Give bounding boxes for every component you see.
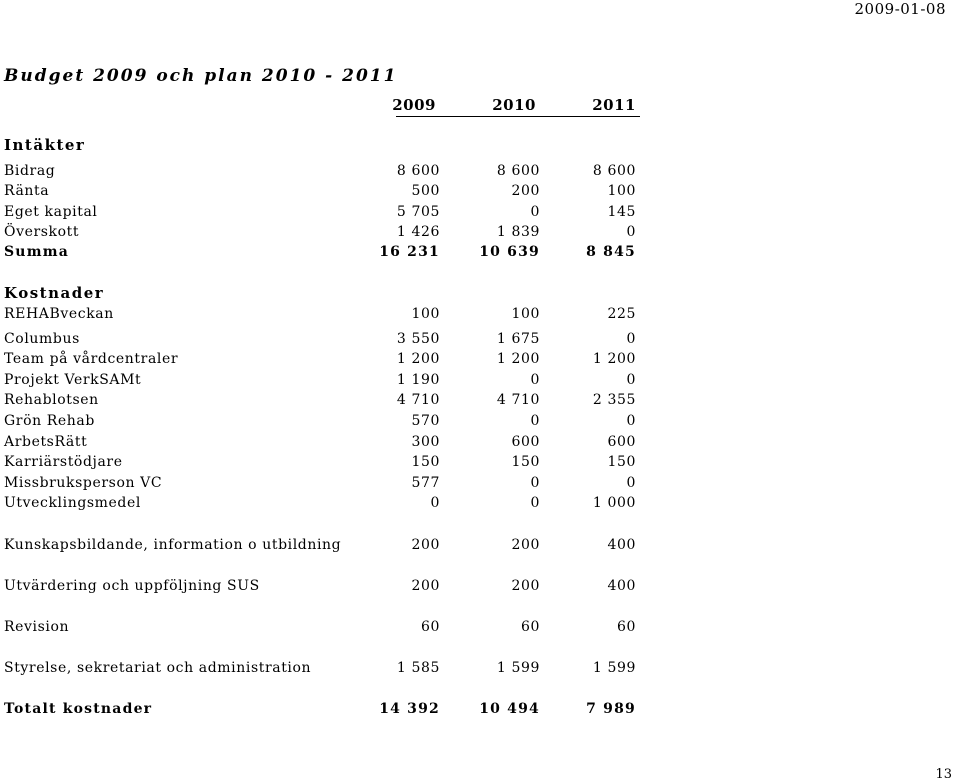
value-2010: 1 675 bbox=[496, 331, 540, 347]
value-2010: 0 bbox=[530, 204, 540, 220]
value-2009: 16 231 bbox=[379, 244, 440, 260]
value-2009: 577 bbox=[411, 475, 440, 491]
value-2011: 8 600 bbox=[592, 163, 636, 179]
value-2011: 0 bbox=[626, 224, 636, 240]
value-2010: 100 bbox=[511, 306, 540, 322]
value-2010: 1 200 bbox=[496, 351, 540, 367]
table-row bbox=[4, 660, 644, 680]
value-2009: 500 bbox=[411, 183, 440, 199]
table-row bbox=[4, 475, 644, 495]
row-label: Överskott bbox=[4, 224, 80, 240]
value-2011: 400 bbox=[607, 537, 636, 553]
row-label: ArbetsRätt bbox=[4, 434, 88, 450]
income-sum-row bbox=[4, 244, 644, 264]
value-2011: 100 bbox=[607, 183, 636, 199]
costs-total-row bbox=[4, 701, 644, 721]
document-date: 2009-01-08 bbox=[854, 0, 946, 18]
income-heading: Intäkter bbox=[4, 136, 86, 154]
value-2011: 7 989 bbox=[586, 701, 636, 717]
value-2010: 200 bbox=[511, 578, 540, 594]
value-2011: 225 bbox=[607, 306, 636, 322]
row-label: Summa bbox=[4, 244, 69, 260]
value-2009: 100 bbox=[411, 306, 440, 322]
table-row bbox=[4, 392, 644, 412]
value-2009: 1 190 bbox=[396, 372, 440, 388]
row-label: Rehablotsen bbox=[4, 392, 99, 408]
value-2009: 1 585 bbox=[396, 660, 440, 676]
value-2010: 60 bbox=[520, 619, 540, 635]
value-2010: 8 600 bbox=[496, 163, 540, 179]
row-label: Utvecklingsmedel bbox=[4, 495, 141, 511]
row-label: Columbus bbox=[4, 331, 80, 347]
value-2011: 400 bbox=[607, 578, 636, 594]
value-2009: 1 200 bbox=[396, 351, 440, 367]
value-2009: 5 705 bbox=[396, 204, 440, 220]
value-2009: 300 bbox=[411, 434, 440, 450]
row-label: REHABveckan bbox=[4, 306, 114, 322]
table-row bbox=[4, 306, 644, 326]
year-header-2010: 2010 bbox=[492, 96, 536, 114]
table-row bbox=[4, 537, 644, 557]
value-2010: 0 bbox=[530, 413, 540, 429]
table-row bbox=[4, 413, 644, 433]
table-row bbox=[4, 163, 644, 183]
table-row bbox=[4, 495, 644, 515]
value-2009: 1 426 bbox=[396, 224, 440, 240]
header-underline bbox=[396, 116, 640, 117]
table-row bbox=[4, 619, 644, 639]
value-2010: 200 bbox=[511, 183, 540, 199]
value-2009: 150 bbox=[411, 454, 440, 470]
value-2011: 0 bbox=[626, 372, 636, 388]
table-row bbox=[4, 331, 644, 351]
value-2010: 4 710 bbox=[496, 392, 540, 408]
value-2010: 150 bbox=[511, 454, 540, 470]
value-2011: 145 bbox=[607, 204, 636, 220]
row-label: Revision bbox=[4, 619, 70, 635]
page-number: 13 bbox=[935, 767, 952, 782]
page-title: Budget 2009 och plan 2010 - 2011 bbox=[4, 66, 398, 86]
row-label: Utvärdering och uppföljning SUS bbox=[4, 578, 260, 594]
table-row bbox=[4, 434, 644, 454]
table-row bbox=[4, 224, 644, 244]
value-2009: 8 600 bbox=[396, 163, 440, 179]
row-label: Bidrag bbox=[4, 163, 56, 179]
value-2011: 0 bbox=[626, 331, 636, 347]
value-2011: 600 bbox=[607, 434, 636, 450]
row-label: Totalt kostnader bbox=[4, 701, 153, 717]
value-2011: 2 355 bbox=[592, 392, 636, 408]
row-label: Missbruksperson VC bbox=[4, 475, 163, 491]
row-label: Ränta bbox=[4, 183, 50, 199]
value-2011: 1 000 bbox=[592, 495, 636, 511]
row-label: Styrelse, sekretariat och administration bbox=[4, 660, 312, 676]
value-2009: 4 710 bbox=[396, 392, 440, 408]
value-2010: 200 bbox=[511, 537, 540, 553]
value-2010: 0 bbox=[530, 475, 540, 491]
value-2009: 3 550 bbox=[396, 331, 440, 347]
table-row bbox=[4, 578, 644, 598]
value-2010: 600 bbox=[511, 434, 540, 450]
value-2009: 14 392 bbox=[379, 701, 440, 717]
value-2011: 8 845 bbox=[586, 244, 636, 260]
table-row bbox=[4, 183, 644, 203]
value-2009: 0 bbox=[430, 495, 440, 511]
value-2009: 200 bbox=[411, 537, 440, 553]
year-header-2009: 2009 bbox=[392, 96, 436, 114]
year-header-2011: 2011 bbox=[592, 96, 636, 114]
value-2009: 570 bbox=[411, 413, 440, 429]
value-2009: 60 bbox=[420, 619, 440, 635]
row-label: Karriärstödjare bbox=[4, 454, 123, 470]
table-row bbox=[4, 351, 644, 371]
value-2010: 10 639 bbox=[479, 244, 540, 260]
row-label: Team på vårdcentraler bbox=[4, 351, 179, 367]
value-2009: 200 bbox=[411, 578, 440, 594]
row-label: Kunskapsbildande, information o utbildning bbox=[4, 537, 342, 553]
value-2010: 0 bbox=[530, 495, 540, 511]
value-2011: 150 bbox=[607, 454, 636, 470]
row-label: Projekt VerkSAMt bbox=[4, 372, 142, 388]
value-2011: 60 bbox=[616, 619, 636, 635]
table-row bbox=[4, 454, 644, 474]
value-2011: 1 200 bbox=[592, 351, 636, 367]
costs-heading: Kostnader bbox=[4, 284, 105, 302]
value-2010: 0 bbox=[530, 372, 540, 388]
value-2011: 0 bbox=[626, 475, 636, 491]
row-label: Grön Rehab bbox=[4, 413, 95, 429]
row-label: Eget kapital bbox=[4, 204, 98, 220]
value-2010: 1 599 bbox=[496, 660, 540, 676]
table-row bbox=[4, 372, 644, 392]
value-2011: 1 599 bbox=[592, 660, 636, 676]
value-2010: 1 839 bbox=[496, 224, 540, 240]
value-2011: 0 bbox=[626, 413, 636, 429]
table-row bbox=[4, 204, 644, 224]
value-2010: 10 494 bbox=[479, 701, 540, 717]
